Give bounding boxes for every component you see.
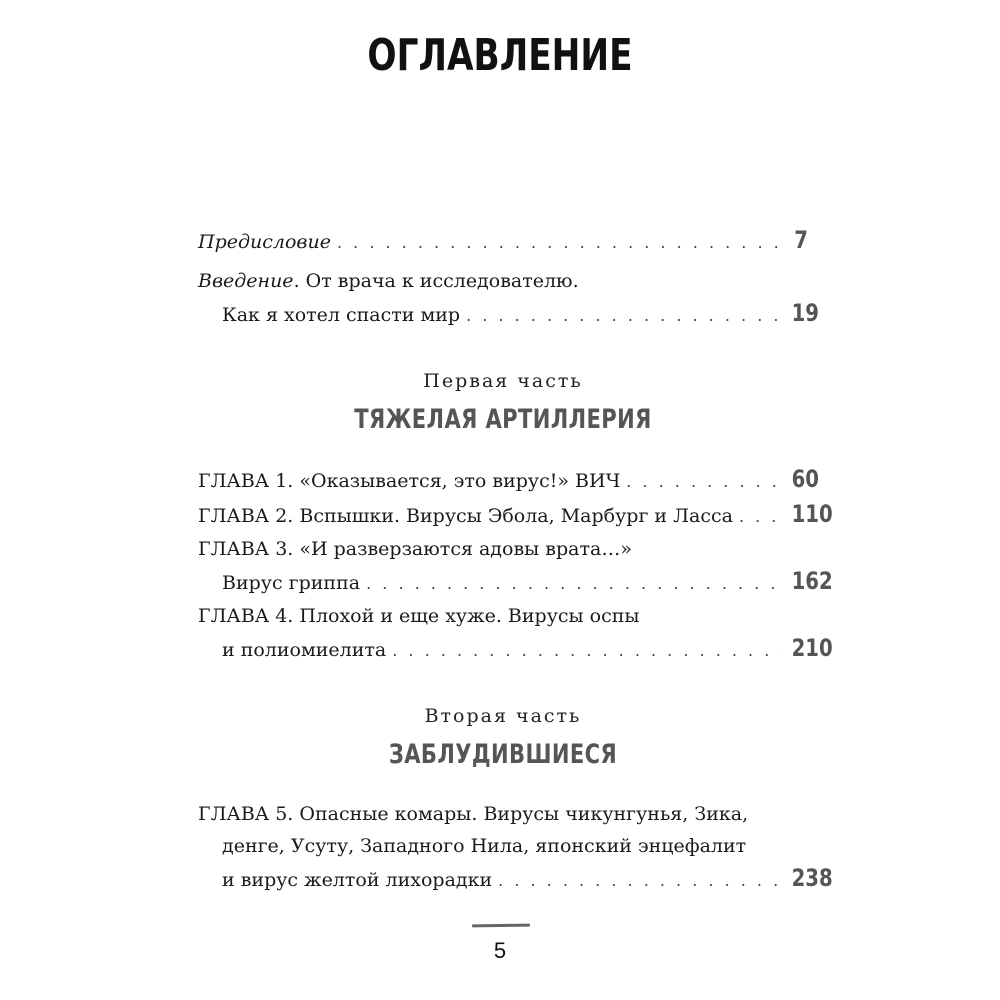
toc-entry-introduction [198,265,819,332]
table-of-contents [198,224,833,897]
page-footer-number: 5 [493,938,507,963]
leader-dots [366,568,782,600]
toc-entry-chapter-2 [198,498,833,533]
page-number: 7 [794,226,808,254]
leader-dots [466,300,782,332]
part-title: ЗАБЛУДИВШИЕСЯ [388,739,618,770]
toc-entry-chapter-4 [198,600,833,667]
entry-title: ГЛАВА 5. Опасные комары. Вирусы чикунгунья, Зика, [198,803,749,825]
page-title: ОГЛАВЛЕНИЕ [367,30,633,81]
leader-dots [498,865,782,897]
entry-continuation: и полиомиелита [222,639,387,661]
entry-title: ГЛАВА 3. «И разверзаются адовы врата…» [198,538,632,560]
entry-continuation: Как я хотел спасти мир [222,304,461,326]
part-title: ТЯЖЕЛАЯ АРТИЛЛЕРИЯ [354,404,652,435]
page-number: 210 [791,634,833,662]
leader-dots [337,227,782,259]
entry-lead: Введение [198,270,294,292]
page-number: 110 [791,500,833,528]
page-number: 60 [791,465,819,493]
toc-entry-chapter-5 [198,798,833,897]
leader-dots [739,501,782,533]
entry-continuation: денге, Усуту, Западного Нила, японский энцефалит [222,835,747,857]
entry-continuation: Вирус гриппа [222,572,361,594]
entry-title: Предисловие [198,231,331,253]
toc-entry-chapter-3 [198,533,833,600]
entry-line [198,265,808,297]
entry-title: ГЛАВА 1. «Оказывается, это вирус!» ВИЧ [198,470,621,492]
entry-text: . От врача к исследователю. [293,270,579,292]
part-label: Первая часть [423,370,583,392]
leader-dots [392,635,782,667]
toc-entry-chapter-1 [198,463,819,498]
leader-dots [626,466,782,498]
entry-title: ГЛАВА 2. Вспышки. Вирусы Эбола, Марбург и Ласса [198,505,733,527]
entry-continuation: и вирус желтой лихорадки [222,869,493,891]
page-number: 162 [791,567,833,595]
toc-entry-preface [198,224,808,259]
page-number: 238 [791,864,833,892]
entry-title: ГЛАВА 4. Плохой и еще хуже. Вирусы оспы [198,605,640,627]
footer-rule [472,924,530,928]
page-number: 19 [791,299,819,327]
part-label: Вторая часть [424,705,582,727]
